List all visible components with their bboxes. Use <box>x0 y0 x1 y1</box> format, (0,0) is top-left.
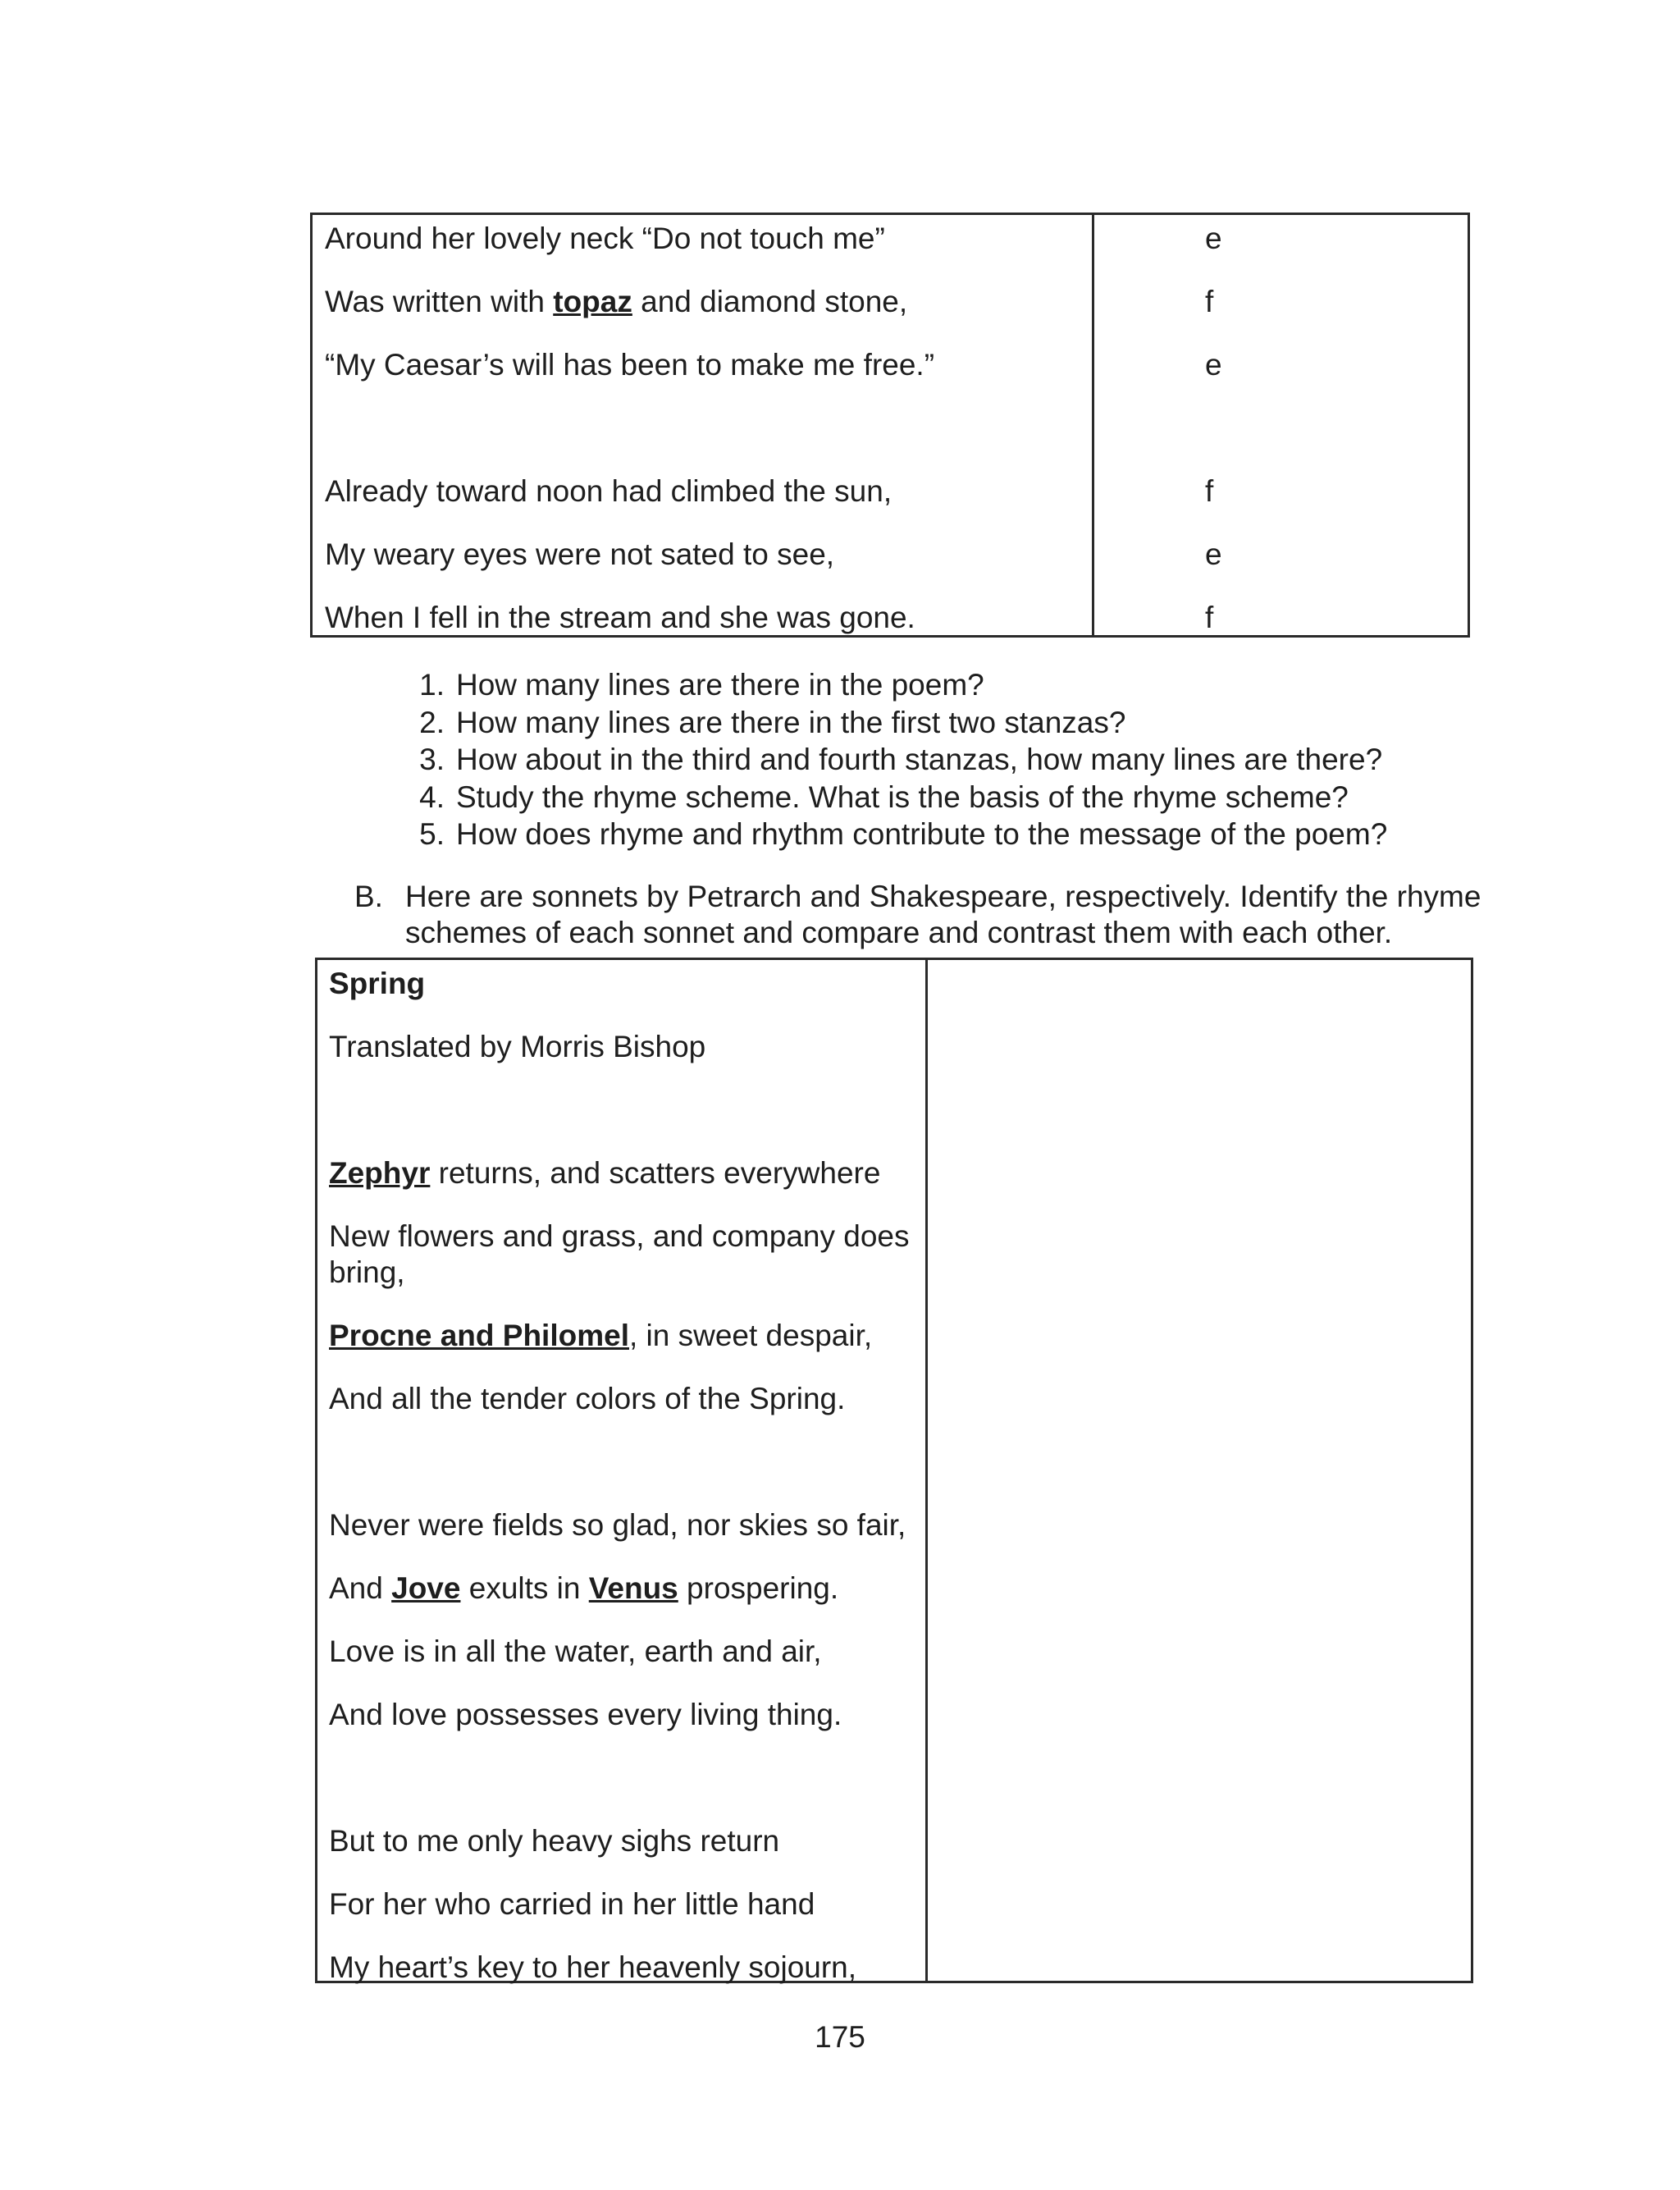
poem-line: Never were fields so glad, nor skies so fair, <box>329 1508 906 1542</box>
poem-line: But to me only heavy sighs return <box>329 1824 780 1858</box>
glossary-term-zephyr: Zephyr <box>329 1156 431 1190</box>
poem-line: Already toward noon had climbed the sun, <box>325 474 892 508</box>
question-item: 1. How many lines are there in the poem? <box>419 668 984 702</box>
rhyme-letter: e <box>1205 537 1222 571</box>
glossary-term-jove: Jove <box>391 1571 461 1605</box>
poem-line: My weary eyes were not sated to see, <box>325 537 835 571</box>
rhyme-letter: f <box>1205 601 1214 634</box>
poem-line: And Jove exults in Venus prospering. <box>329 1571 839 1605</box>
table-column-divider <box>1092 215 1094 635</box>
poem-line: Around her lovely neck “Do not touch me” <box>325 222 885 255</box>
poem-line: “My Caesar’s will has been to make me free.” <box>325 348 935 382</box>
poem-line: Zephyr returns, and scatters everywhere <box>329 1156 881 1190</box>
instruction-line: Here are sonnets by Petrarch and Shakespeare, respectively. Identify the rhyme <box>405 880 1481 913</box>
poem-rhyme-table <box>310 213 1470 638</box>
poem-line: For her who carried in her little hand <box>329 1887 815 1921</box>
question-item: 2. How many lines are there in the first two stanzas? <box>419 705 1126 739</box>
table-column-divider <box>925 960 928 1981</box>
sonnet-table <box>315 958 1473 1983</box>
rhyme-letter: f <box>1205 285 1214 318</box>
poem-line: Procne and Philomel, in sweet despair, <box>329 1319 873 1352</box>
rhyme-letter: f <box>1205 474 1214 508</box>
glossary-term-procne-and-philomel: Procne and Philomel <box>329 1319 629 1352</box>
poem-translator: Translated by Morris Bishop <box>329 1030 706 1063</box>
question-item: 3. How about in the third and fourth stanzas, how many lines are there? <box>419 743 1383 776</box>
poem-title: Spring <box>329 967 426 1000</box>
page-number: 175 <box>815 2020 865 2054</box>
poem-line: Love is in all the water, earth and air, <box>329 1634 822 1668</box>
question-list <box>419 666 1388 853</box>
poem-line: And love possesses every living thing. <box>329 1698 842 1731</box>
poem-line: New flowers and grass, and company does bring, <box>329 1219 910 1289</box>
glossary-term-venus: Venus <box>588 1571 678 1605</box>
question-item: 4. Study the rhyme scheme. What is the basis of the rhyme scheme? <box>419 780 1349 814</box>
poem-line: My heart’s key to her heavenly sojourn, <box>329 1950 857 1984</box>
rhyme-letter: e <box>1205 348 1222 382</box>
rhyme-letter: e <box>1205 222 1222 255</box>
poem-line: When I fell in the stream and she was gone. <box>325 601 915 634</box>
poem-line: Was written with topaz and diamond stone, <box>325 285 908 318</box>
glossary-term-topaz: topaz <box>553 285 632 318</box>
section-letter: B. <box>354 880 383 913</box>
question-item: 5. How does rhyme and rhythm contribute to the message of the poem? <box>419 817 1388 851</box>
instruction-line: schemes of each sonnet and compare and contrast them with each other. <box>405 916 1393 949</box>
poem-line: And all the tender colors of the Spring. <box>329 1382 846 1415</box>
